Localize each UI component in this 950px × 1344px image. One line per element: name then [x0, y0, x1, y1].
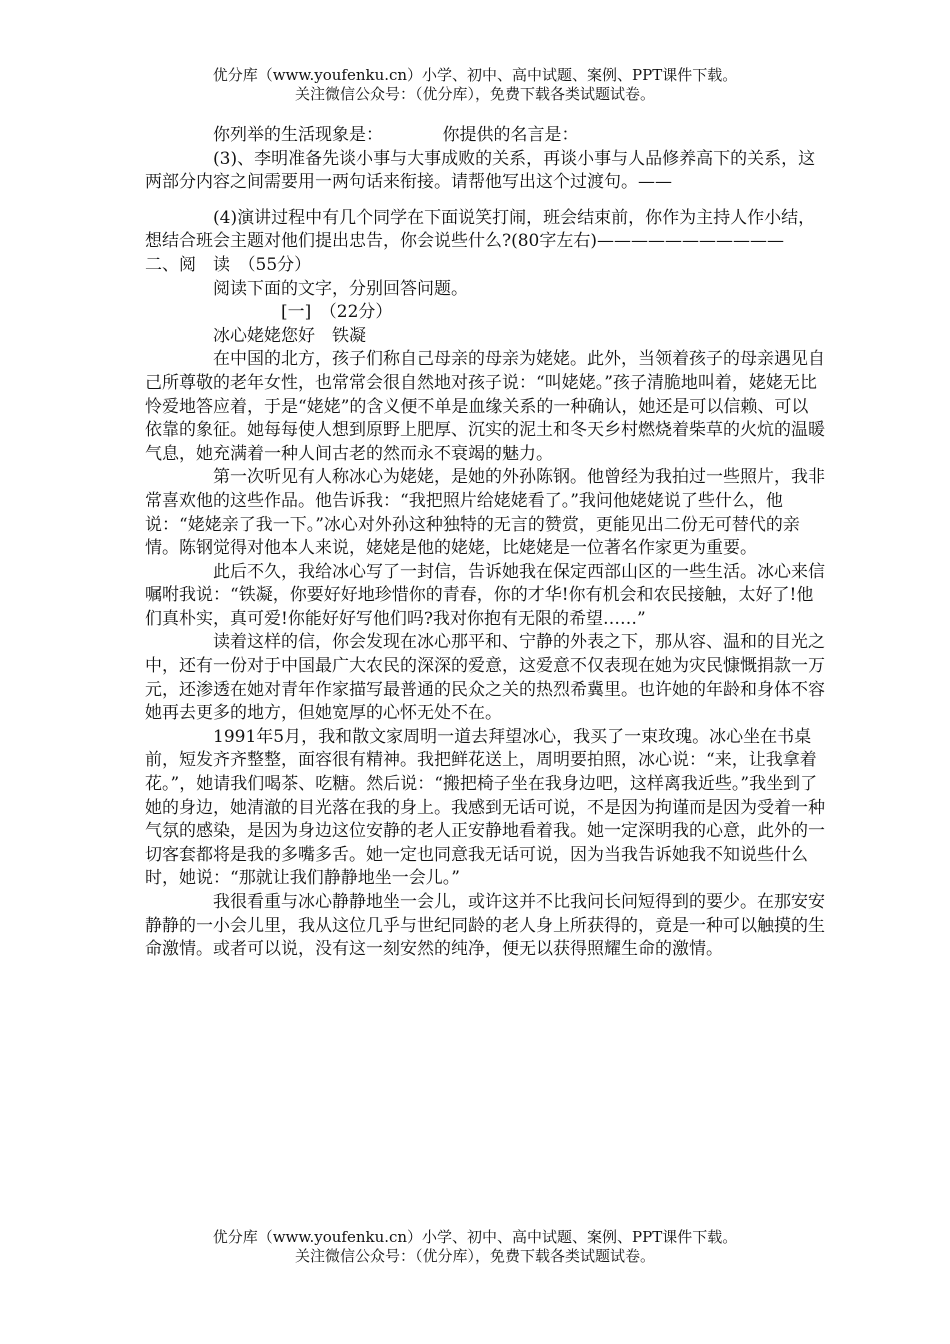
page-footer [0, 1228, 950, 1266]
question-3: (3)、李明准备先谈小事与大事成败的关系，再谈小事与人品修养高下的关系，这两部分内容之间需要用一两句话来衔接。请帮他写出这个过渡句。—— [145, 148, 816, 193]
section-instruction: 阅读下面的文字，分别回答问题。 [213, 278, 468, 299]
question-2-answer-line: 你列举的生活现象是： 你提供的名言是： [213, 125, 579, 145]
section-title: 二、阅 读 （55分） [145, 254, 312, 275]
article-paragraph-3: 此后不久，我给冰心写了一封信，告诉她我在保定西部山区的一些生活。冰心来信嘱咐我说：“铁凝，你要好好地珍惜你的青春，你的才华!你有机会和农民接触，太好了!他们真朴实，真可爱!你能好好写他们吗?我对你抱有无限的希望……” [145, 561, 825, 629]
article-paragraph-1: 在中国的北方，孩子们称自己母亲的母亲为姥姥。此外，当领着孩子的母亲遇见自己所尊敬的老年女性，也常常会很自然地对孩子说：“叫姥姥。”孩子清脆地叫着，姥姥无比怜爱地答应着，于是“姥姥”的含义便不单是血缘关系的一种确认，她还是可以信赖、可以依靠的象征。她每每使人想到原野上肥厚、沉实的泥土和冬天乡村燃烧着柴草的火炕的温暖气息，她充满着一种人间古老的然而永不衰竭的魅力。 [145, 349, 825, 464]
article-paragraph-4: 读着这样的信，你会发现在冰心那平和、宁静的外表之下，那从容、温和的目光之中，还有一份对于中国最广大农民的深深的爱意，这爱意不仅表现在她为灾民慷慨捐款一万元，还渗透在她对青年作家描写最普通的民众之关的热烈希冀里。也许她的年龄和身体不容她再去更多的地方，但她宽厚的心怀无处不在。 [145, 632, 825, 724]
article-paragraph-5: 1991年5月，我和散文家周明一道去拜望冰心，我买了一束玫瑰。冰心坐在书桌前，短发齐齐整整，面容很有精神。我把鲜花送上，周明要拍照，冰心说：“来，让我拿着花。”，她请我们喝茶、吃糖。然后说：“搬把椅子坐在我身边吧，这样离我近些。”我坐到了她的身边，她清澈的目光落在我的身上。我感到无话可说，不是因为拘谨而是因为受着一种气氛的感染，是因为身边这位安静的老人正安静地看着我。她一定深明我的心意，此外的一切客套都将是我的多嘴多舌。她一定也同意我无话可说，因为当我告诉她我不知说些什么时，她说：“那就让我们静静地坐一会儿。” [145, 726, 825, 889]
question-4: (4)演讲过程中有几个同学在下面说笑打闹，班会结束前，你作为主持人作小结，想结合班会主题对他们提出忠告，你会说些什么?(80字左右)——————————— [145, 207, 816, 252]
header-line-1: 优分库（www.youfenku.cn）小学、初中、高中试题、案例、PPT课件下载。 [212, 66, 738, 84]
footer-line-2: 关注微信公众号：（优分库），免费下载各类试题试卷。 [294, 1247, 655, 1265]
page-header [0, 66, 950, 104]
footer-line-1: 优分库（www.youfenku.cn）小学、初中、高中试题、案例、PPT课件下载。 [212, 1228, 738, 1246]
part-label: [一] （22分） [281, 302, 393, 323]
header-line-2: 关注微信公众号：（优分库），免费下载各类试题试卷。 [294, 85, 655, 103]
document-body [145, 124, 825, 962]
article-paragraph-6: 我很看重与冰心静静地坐一会儿，或许这并不比我问长问短得到的要少。在那安安静静的一小会儿里，我从这位几乎与世纪同龄的老人身上所获得的，竟是一种可以触摸的生命激情。或者可以说，没有这一刻安然的纯净，便无以获得照耀生命的激情。 [145, 892, 825, 960]
article-paragraph-2: 第一次听见有人称冰心为姥姥，是她的外孙陈钢。他曾经为我拍过一些照片，我非常喜欢他的这些作品。他告诉我：“我把照片给姥姥看了。”我问他姥姥说了些什么，他说：“姥姥亲了我一下。”冰心对外孙这种独特的无言的赞赏，更能见出二份无可替代的亲情。陈钢觉得对他本人来说，姥姥是他的姥姥，比姥姥是一位著名作家更为重要。 [145, 467, 825, 559]
article-title: 冰心姥姥您好 铁凝 [213, 325, 366, 346]
